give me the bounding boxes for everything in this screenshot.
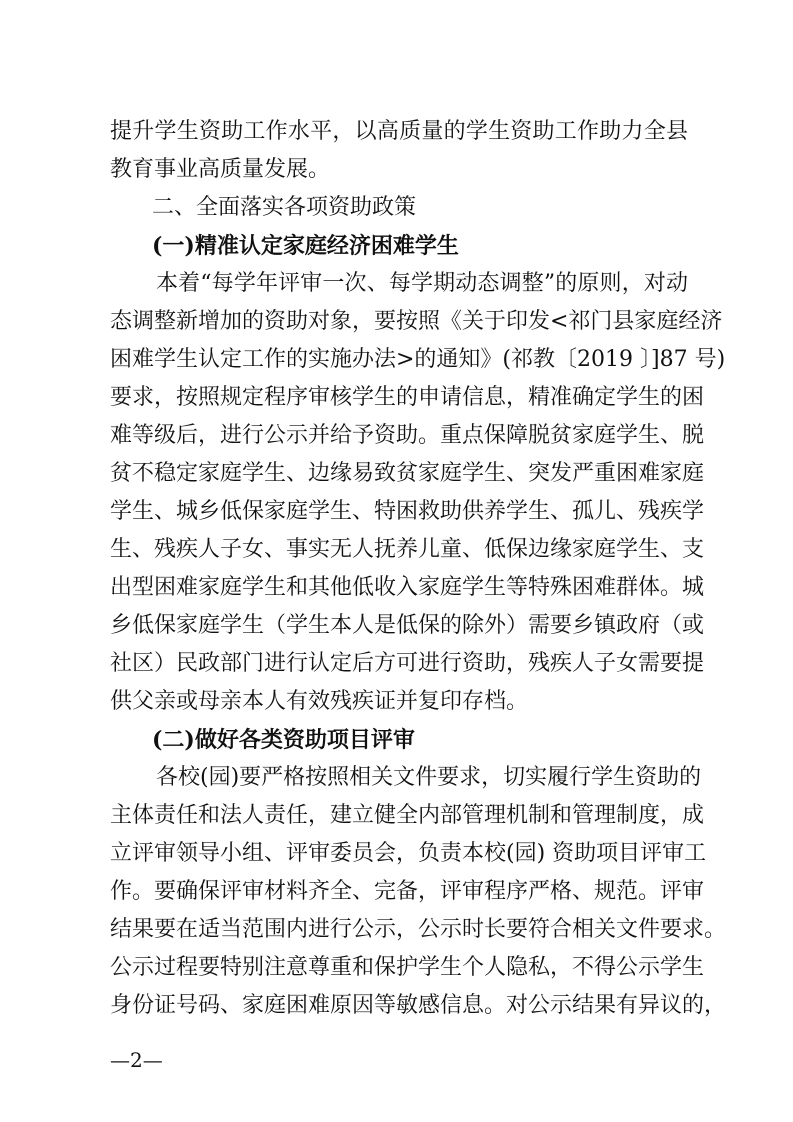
paragraph-line: 生、残疾人子女、事实无人抚养儿童、低保边缘家庭学生、支: [110, 537, 705, 562]
paragraph-line: 学生、城乡低保家庭学生、特困救助供养学生、孤儿、残疾学: [110, 499, 705, 524]
paragraph-line: 乡低保家庭学生（学生本人是低保的除外）需要乡镇政府（或: [110, 613, 705, 638]
paragraph-line: 困难学生认定工作的实施办法>的通知》(祁教〔2019 〕]87 号): [110, 347, 726, 372]
intro-line-2: 教育事业高质量发展。: [110, 157, 331, 182]
paragraph-line: 贫不稳定家庭学生、边缘易致贫家庭学生、突发严重困难家庭: [110, 461, 705, 486]
paragraph-line: 社区）民政部门进行认定后方可进行资助，残疾人子女需要提: [110, 651, 705, 676]
paragraph-line: 各校(园)要严格按照相关文件要求，切实履行学生资助的: [156, 765, 702, 790]
paragraph-line: 身份证号码、家庭困难原因等敏感信息。对公示结果有异议的，: [110, 993, 727, 1018]
page-number: —2—: [110, 1048, 163, 1072]
subsection-2-title: (二)做好各类资助项目评审: [152, 727, 415, 753]
paragraph-line: 难等级后，进行公示并给予资助。重点保障脱贫家庭学生、脱: [110, 423, 705, 448]
paragraph-line: 出型困难家庭学生和其他低收入家庭学生等特殊困难群体。城: [110, 575, 705, 600]
section-title: 二、全面落实各项资助政策: [152, 195, 417, 220]
subsection-1-title: (一)精准认定家庭经济困难学生: [152, 233, 459, 259]
paragraph-line: 供父亲或母亲本人有效残疾证并复印存档。: [110, 689, 529, 714]
paragraph-line: 本着“每学年评审一次、每学期动态调整”的原则，对动: [156, 271, 688, 296]
paragraph-line: 要求，按照规定程序审核学生的申请信息，精准确定学生的困: [110, 385, 705, 410]
intro-line-1: 提升学生资助工作水平，以高质量的学生资助工作助力全县: [110, 119, 688, 144]
paragraph-line: 结果要在适当范围内进行公示，公示时长要符合相关文件要求。: [110, 917, 727, 942]
paragraph-line: 公示过程要特别注意尊重和保护学生个人隐私，不得公示学生: [110, 955, 705, 980]
paragraph-line: 立评审领导小组、评审委员会，负责本校(园) 资助项目评审工: [110, 841, 707, 866]
paragraph-line: 态调整新增加的资助对象，要按照《关于印发<祁门县家庭经济: [110, 309, 723, 334]
paragraph-line: 作。要确保评审材料齐全、完备，评审程序严格、规范。评审: [110, 879, 705, 904]
paragraph-line: 主体责任和法人责任，建立健全内部管理机制和管理制度，成: [110, 803, 705, 828]
